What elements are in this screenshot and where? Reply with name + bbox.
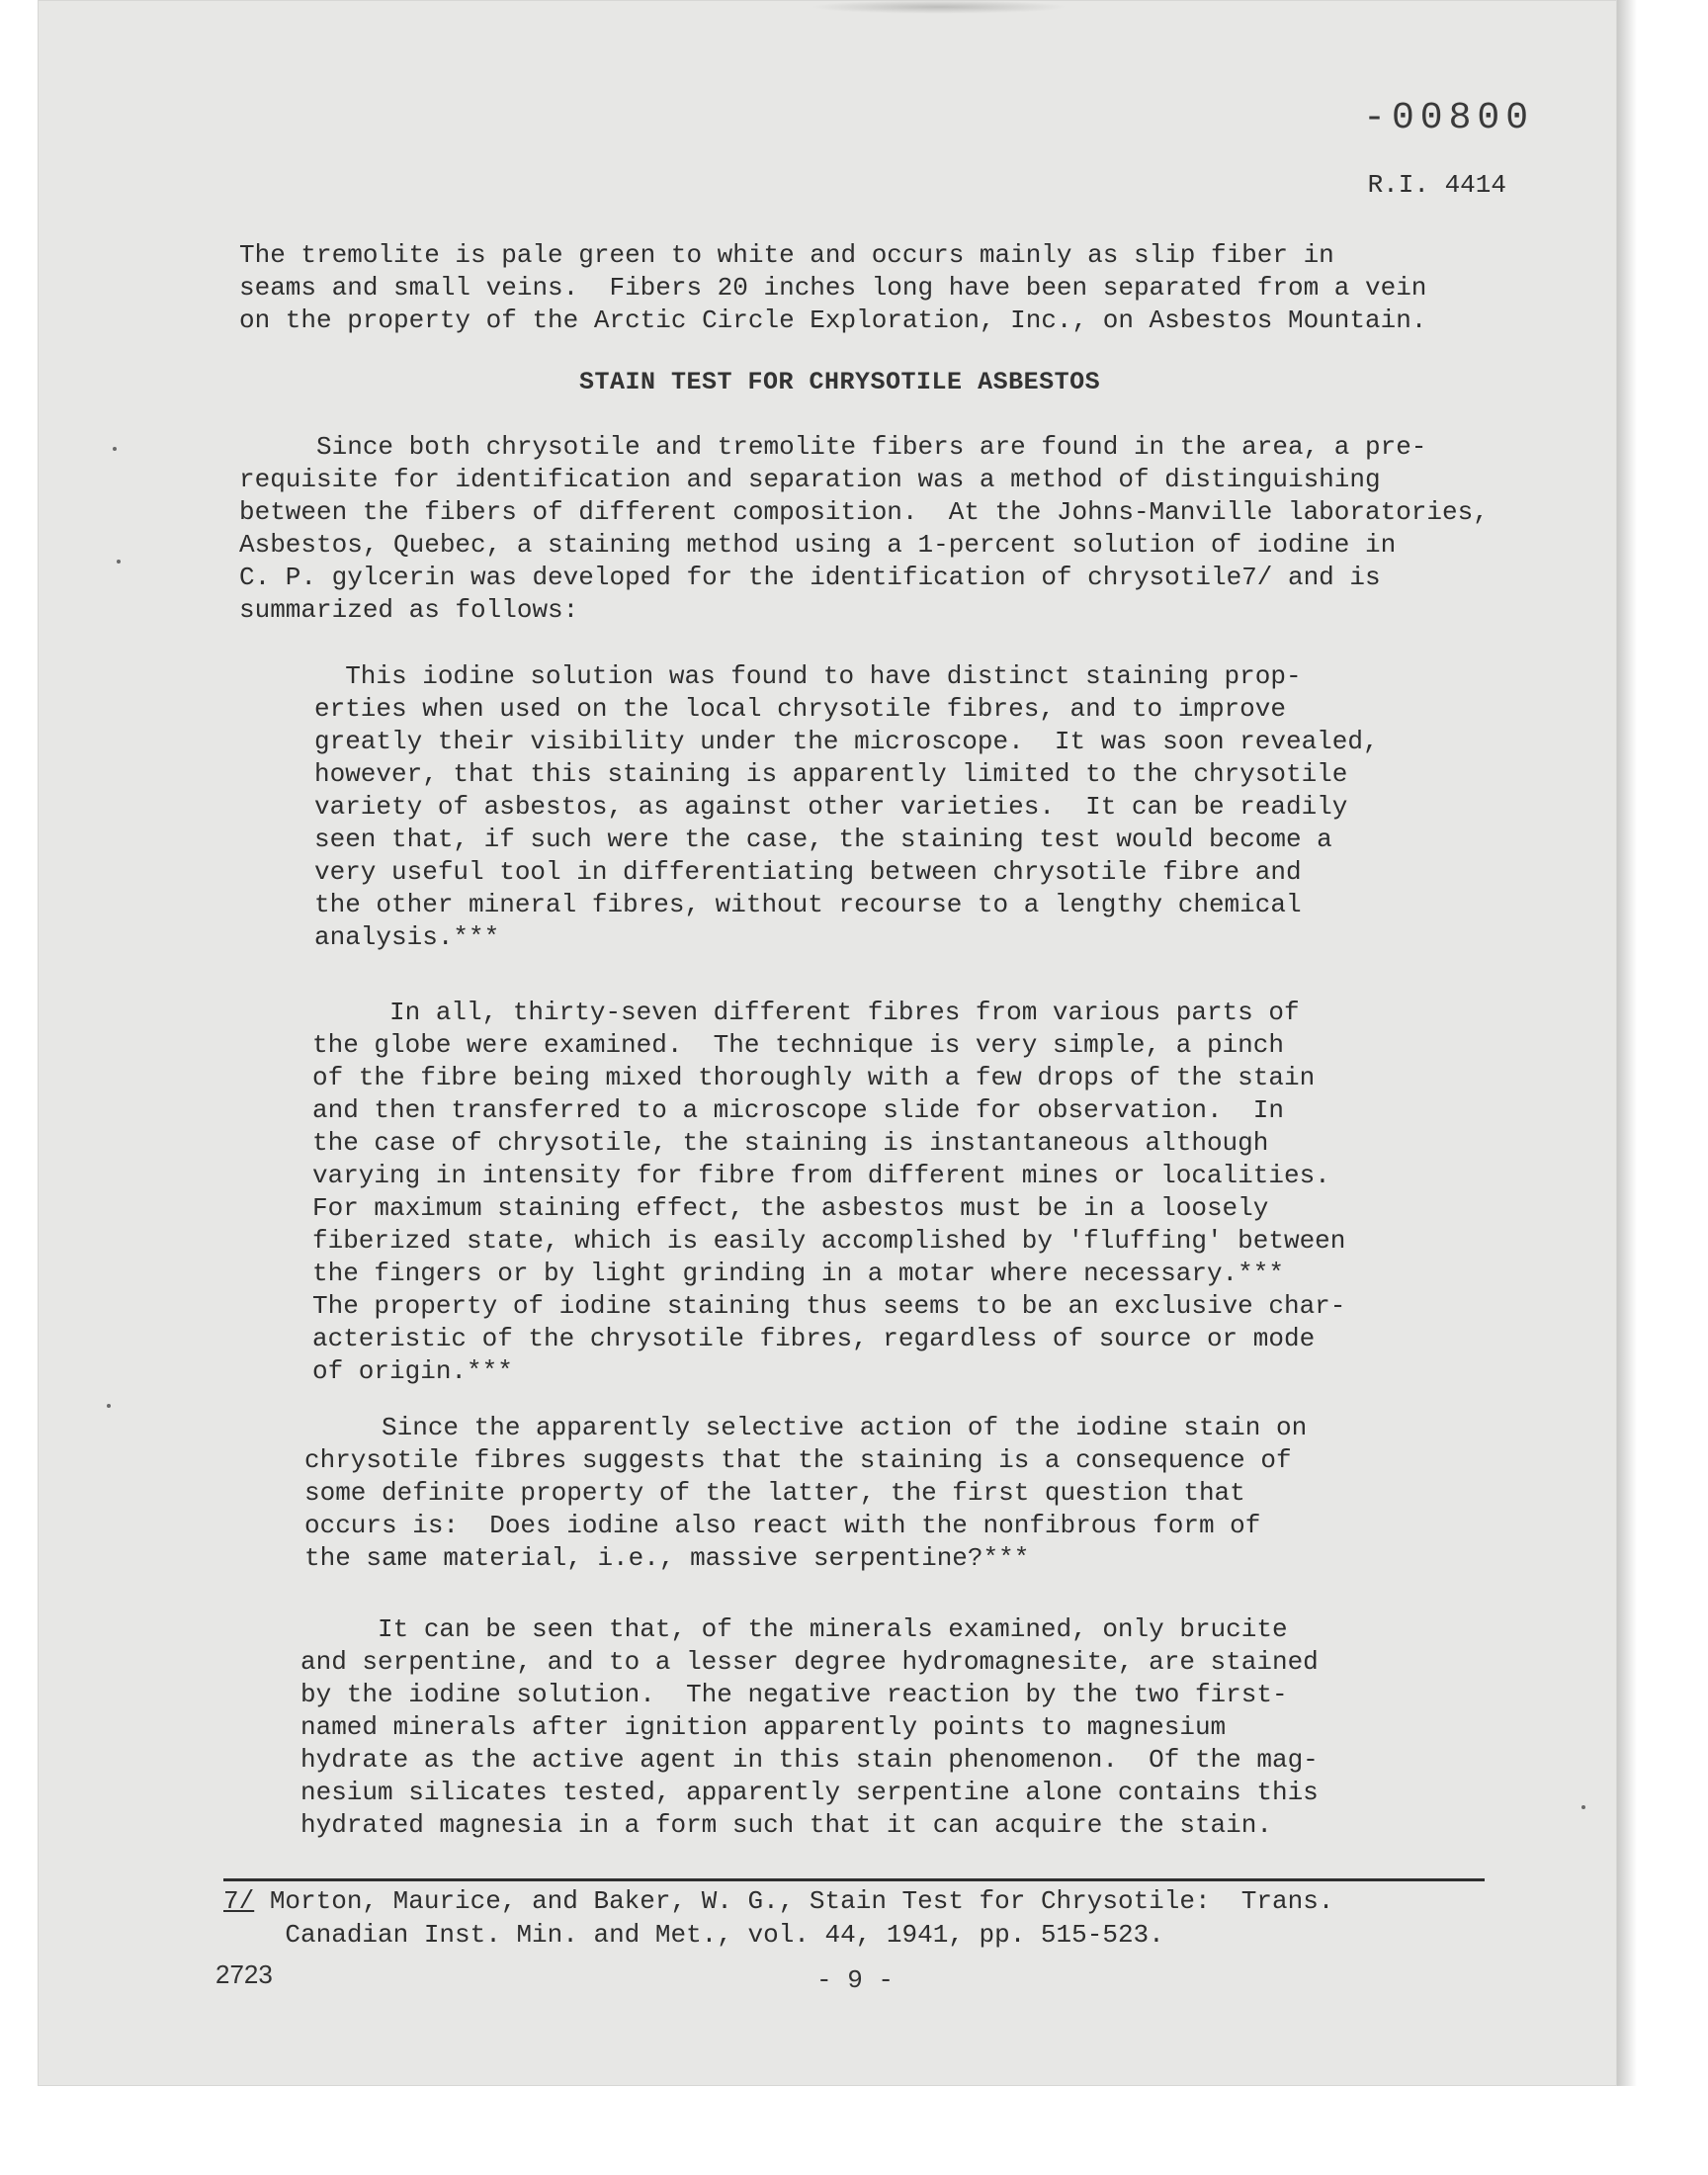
page-number: - 9 - bbox=[816, 1965, 895, 1995]
section-heading: STAIN TEST FOR CHRYSOTILE ASBESTOS bbox=[579, 368, 1101, 396]
scan-speck bbox=[107, 1404, 111, 1408]
footnote-mark: 7/ bbox=[223, 1886, 255, 1916]
report-id: R.I. 4414 bbox=[1367, 170, 1506, 200]
quote-technique: In all, thirty-seven different fibres from various parts of the globe were examined. The technique is very simple, a pinch of the fibre being mixed thoroughly with a few drops of the stain and then transferred to a microscope slide for observation. In the case of chrysotile, the staining is instantaneous although varying in intensity for fibre from different mines or localities. For maximum staining effect, the asbestos must be in a loosely fiberized state, which is easily accomplished by 'fluffing' between the fingers or by light grinding in a motar where necessary.*** The property of iodine staining thus seems to be an exclusive char- acteristic of the chrysotile fibres, regardless of source or mode of origin.*** bbox=[312, 998, 1346, 1386]
footnote-text: Morton, Maurice, and Baker, W. G., Stain Test for Chrysotile: Trans. Canadian Inst. Min. and Met., vol. 44, 1941, pp. 515-523. bbox=[269, 1886, 1334, 1950]
report-code: 2723 bbox=[215, 1959, 273, 1989]
document-number: -00800 bbox=[1363, 97, 1534, 139]
paragraph-stain-method: Since both chrysotile and tremolite fibers are found in the area, a pre- requisite for identification and separation was a method of distinguishing between the fibers of different composition. At the Johns-Manville laboratories, Asbestos, Quebec, a staining method using a 1-percent solution of iodine in C. P. gylcerin was developed for the identification of chrysotile7/ and is summarized as follows: bbox=[239, 432, 1489, 625]
scan-speck bbox=[113, 447, 117, 451]
footnote-divider bbox=[223, 1878, 1485, 1881]
page-edge-shadow bbox=[1617, 0, 1637, 2086]
footnote bbox=[223, 1884, 1333, 1952]
quote-iodine-solution: This iodine solution was found to have distinct staining prop- erties when used on the local chrysotile fibres, and to improve greatly their visibility under the microscope. It was soon revealed, however, that this staining is apparently limited to the chrysotile variety of asbestos, as against other varieties. It can be readily seen that, if such were the case, the staining test would become a very useful tool in differentiating between chrysotile fibre and the other mineral fibres, without recourse to a lengthy chemical analysis.*** bbox=[314, 661, 1379, 952]
quote-selective-action: Since the apparently selective action of the iodine stain on chrysotile fibres suggests that the staining is a consequence of some definite property of the latter, the first question that occurs is: Does iodine also react with the nonfibrous form of the same material, i.e., massive serpentine?*** bbox=[304, 1413, 1308, 1573]
intro-paragraph: The tremolite is pale green to white and occurs mainly as slip fiber in seams and small veins. Fibers 20 inches long have been separated from a vein on the property of the Arctic Circle Exploration, Inc., on Asbestos Mountain. bbox=[239, 240, 1427, 335]
quote-minerals-examined: It can be seen that, of the minerals examined, only brucite and serpentine, and to a lesser degree hydromagnesite, are stained by the iodine solution. The negative reaction by the two first- named minerals after ignition apparently points to magnesium hydrate as the active agent in this stain phenomenon. Of the mag- nesium silicates tested, apparently serpentine alone contains this hydrated magnesia in a form such that it can acquire the stain. bbox=[300, 1614, 1319, 1840]
scan-speck bbox=[1581, 1805, 1585, 1809]
scan-speck bbox=[117, 560, 121, 564]
scan-smudge bbox=[811, 0, 1068, 14]
